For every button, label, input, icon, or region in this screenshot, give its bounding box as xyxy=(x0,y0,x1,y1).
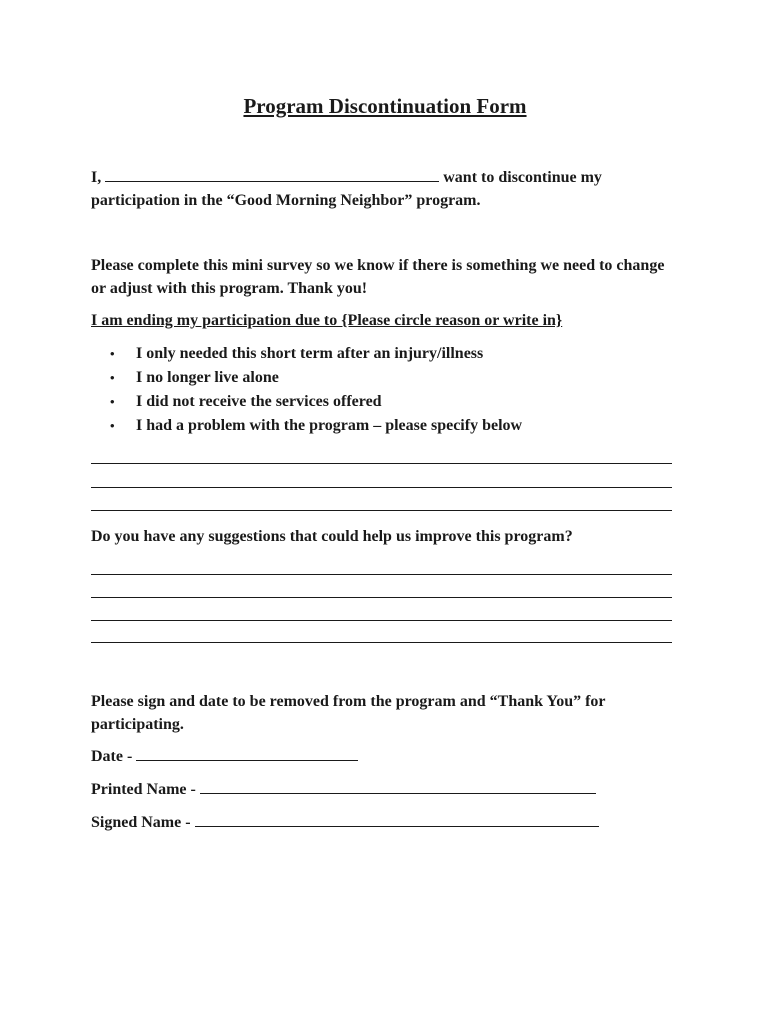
reason-heading-text: I am ending my participation due to {Please circle reason or write in} xyxy=(91,312,563,329)
printed-name-label: Printed Name - xyxy=(91,781,196,798)
signature-field[interactable] xyxy=(195,812,599,827)
reason-option[interactable] xyxy=(110,342,522,366)
bullet-icon: • xyxy=(110,346,115,361)
bullet-icon: • xyxy=(110,370,115,385)
suggestion-line[interactable] xyxy=(91,597,672,598)
date-field[interactable] xyxy=(136,746,358,761)
reason-label: I no longer live alone xyxy=(136,369,279,386)
survey-instructions: Please complete this mini survey so we know if there is something we need to change or adjust with this program. Thank you! xyxy=(91,257,665,297)
date-row xyxy=(91,746,358,767)
reason-option[interactable] xyxy=(110,414,522,438)
reason-heading xyxy=(91,309,681,332)
intro-prefix: I, xyxy=(91,169,102,186)
participant-name-field[interactable] xyxy=(105,167,439,182)
suggestions-question: Do you have any suggestions that could help us improve this program? xyxy=(91,528,573,545)
reason-write-in-line[interactable] xyxy=(91,510,672,511)
suggestion-line[interactable] xyxy=(91,620,672,621)
suggestion-line[interactable] xyxy=(91,642,672,643)
reason-label: I only needed this short term after an injury/illness xyxy=(136,345,484,362)
intro-paragraph xyxy=(91,166,681,212)
reason-option[interactable] xyxy=(110,390,522,414)
reason-list xyxy=(110,342,522,438)
printed-name-row xyxy=(91,779,596,800)
signed-name-row xyxy=(91,812,599,833)
sign-instructions: Please sign and date to be removed from the program and “Thank You” for participating. xyxy=(91,693,606,733)
bullet-icon: • xyxy=(110,394,115,409)
reason-option[interactable] xyxy=(110,366,522,390)
reason-write-in-line[interactable] xyxy=(91,463,672,464)
date-label: Date - xyxy=(91,748,133,765)
reason-label: I did not receive the services offered xyxy=(136,393,382,410)
page-title: Program Discontinuation Form xyxy=(243,94,527,118)
bullet-icon: • xyxy=(110,418,115,433)
signed-name-label: Signed Name - xyxy=(91,814,191,831)
intro-suffix: want to discontinue my xyxy=(443,169,602,186)
suggestion-line[interactable] xyxy=(91,574,672,575)
reason-label: I had a problem with the program – please specify below xyxy=(136,417,523,434)
reason-write-in-line[interactable] xyxy=(91,487,672,488)
intro-line2: participation in the “Good Morning Neighbor” program. xyxy=(91,192,481,209)
printed-name-field[interactable] xyxy=(200,779,596,794)
